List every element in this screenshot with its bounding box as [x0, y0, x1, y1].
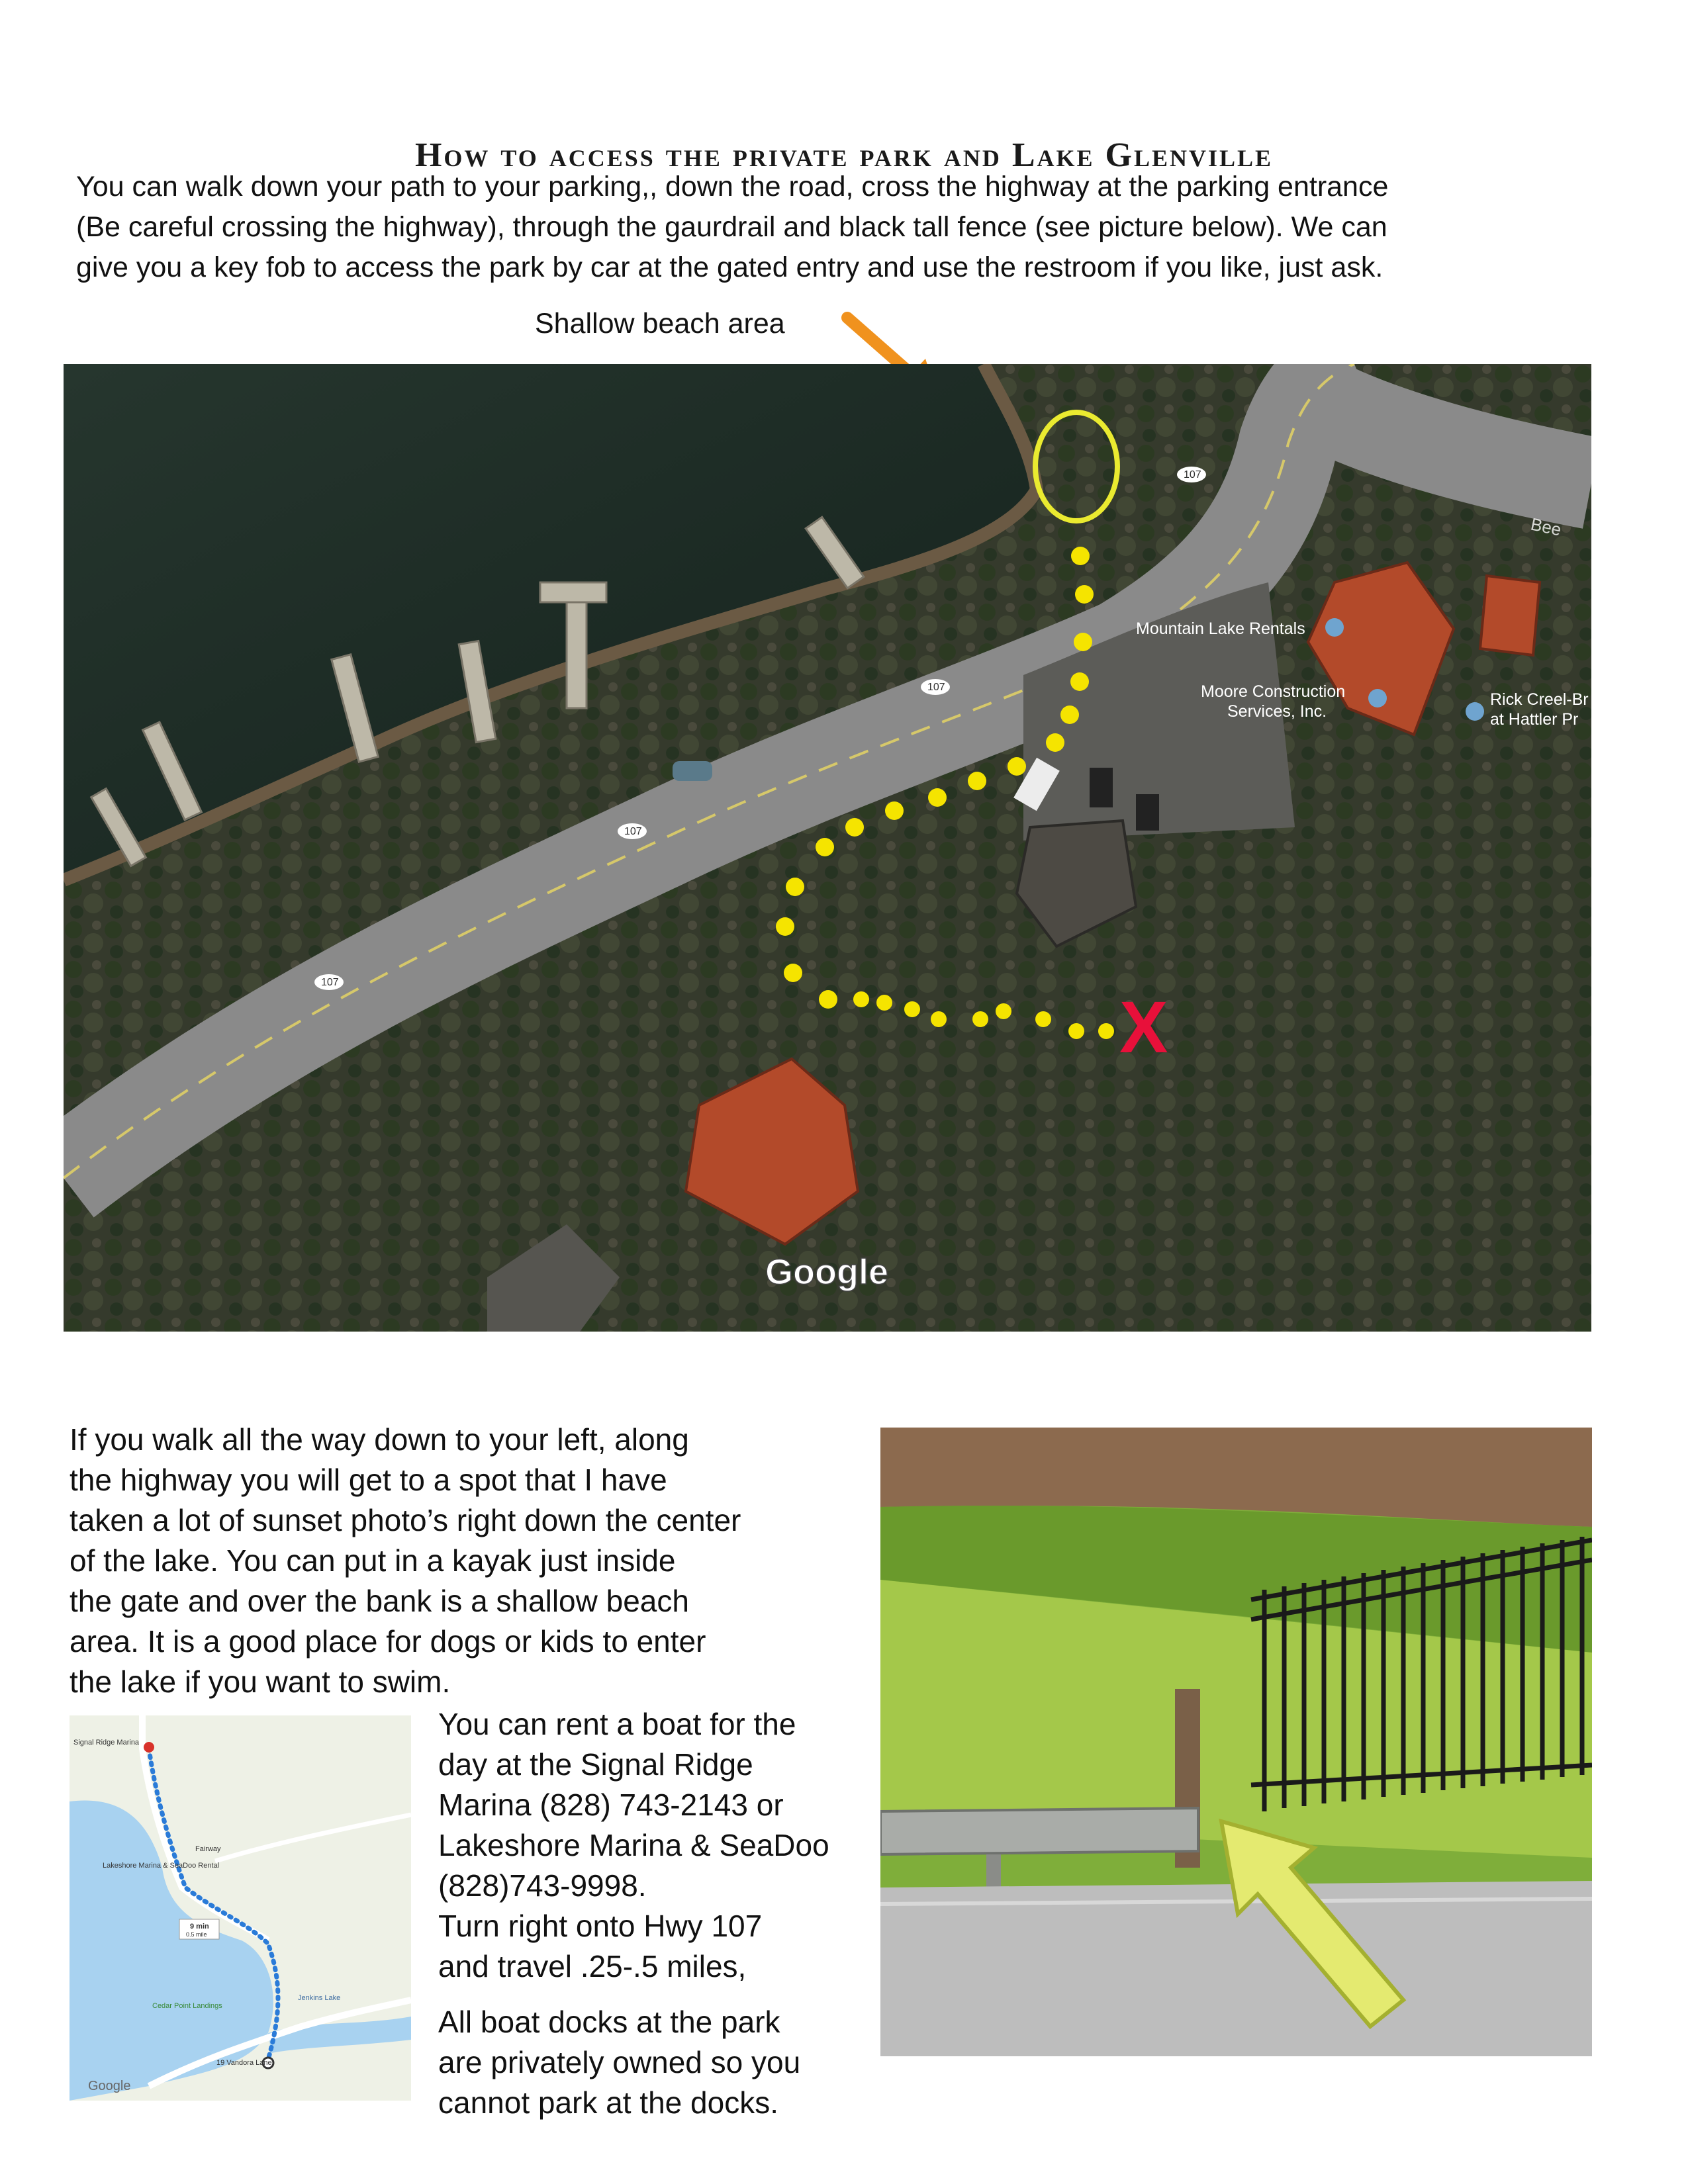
intro-line: (Be careful crossing the highway), through the gaurdrail and black tall fence (see picture below). We can	[76, 211, 1387, 243]
docks-line: All boat docks at the park	[438, 2005, 780, 2039]
svg-text:Lakeshore Marina & SeaDoo Rent: Lakeshore Marina & SeaDoo Rental	[103, 1862, 220, 1870]
svg-text:107: 107	[1184, 469, 1201, 480]
page-title: How to access the private park and Lake Glenville	[414, 136, 1274, 174]
svg-text:19 Vandora Lane: 19 Vandora Lane	[216, 2059, 272, 2067]
boat-rental-paragraph	[438, 1704, 875, 1987]
svg-text:0.5 mile: 0.5 mile	[186, 1931, 207, 1938]
walk-line: of the lake. You can put in a kayak just inside	[70, 1543, 676, 1578]
intro-paragraph	[76, 167, 1625, 288]
svg-text:107: 107	[927, 682, 945, 693]
rent-line: Lakeshore Marina & SeaDoo	[438, 1828, 829, 1862]
aerial-map-photo	[64, 364, 1591, 1332]
walk-line: area. It is a good place for dogs or kids to enter	[70, 1624, 706, 1659]
svg-text:Fairway: Fairway	[195, 1845, 221, 1853]
walk-line: the highway you will get to a spot that I have	[70, 1463, 667, 1497]
svg-text:Services, Inc.: Services, Inc.	[1227, 702, 1327, 721]
intro-line: You can walk down your path to your parking,, down the road, cross the highway at the parking entrance	[76, 171, 1389, 203]
walk-line: If you walk all the way down to your left, along	[70, 1422, 689, 1457]
google-watermark: Google	[765, 1252, 888, 1292]
rent-line: day at the Signal Ridge	[438, 1747, 753, 1782]
docks-line: cannot park at the docks.	[438, 2085, 778, 2120]
rent-line: (828)743-9998.	[438, 1868, 647, 1903]
svg-text:Rick Creel-Br: Rick Creel-Br	[1490, 690, 1589, 709]
svg-text:Cedar Point Landings: Cedar Point Landings	[152, 2002, 222, 2010]
rent-line: Marina (828) 743-2143 or	[438, 1788, 784, 1822]
route-mini-map	[70, 1715, 411, 2101]
guardrail-fence-photo	[880, 1428, 1592, 2056]
rent-line: Turn right onto Hwy 107	[438, 1909, 763, 1943]
svg-text:Signal Ridge Marina: Signal Ridge Marina	[73, 1739, 140, 1747]
walk-paragraph	[70, 1420, 831, 1702]
boat-docks-paragraph	[438, 2002, 875, 2123]
intro-line: give you a key fob to access the park by car at the gated entry and use the restroom if you like, just ask.	[76, 251, 1383, 283]
svg-text:107: 107	[624, 826, 642, 837]
walk-line: the lake if you want to swim.	[70, 1664, 451, 1699]
walk-line: taken a lot of sunset photo’s right down the center	[70, 1503, 741, 1537]
destination-x-mark: X	[1119, 987, 1168, 1068]
svg-text:9 min: 9 min	[190, 1923, 209, 1931]
rent-line: and travel .25-.5 miles,	[438, 1949, 747, 1983]
road-name-label: Bee	[1528, 514, 1564, 540]
svg-text:Jenkins Lake: Jenkins Lake	[298, 1994, 341, 2002]
rent-line: You can rent a boat for the	[438, 1707, 796, 1741]
svg-text:Moore Construction: Moore Construction	[1201, 682, 1346, 701]
svg-text:Google: Google	[88, 2079, 131, 2093]
docks-line: are privately owned so you	[438, 2045, 801, 2079]
svg-text:at Hattler Pr: at Hattler Pr	[1490, 710, 1579, 729]
shallow-beach-label: Shallow beach area	[535, 308, 785, 340]
svg-text:107: 107	[321, 977, 339, 988]
guardrail	[880, 1808, 1198, 1854]
svg-text:Mountain Lake Rentals: Mountain Lake Rentals	[1136, 619, 1305, 638]
walk-line: the gate and over the bank is a shallow beach	[70, 1584, 689, 1618]
